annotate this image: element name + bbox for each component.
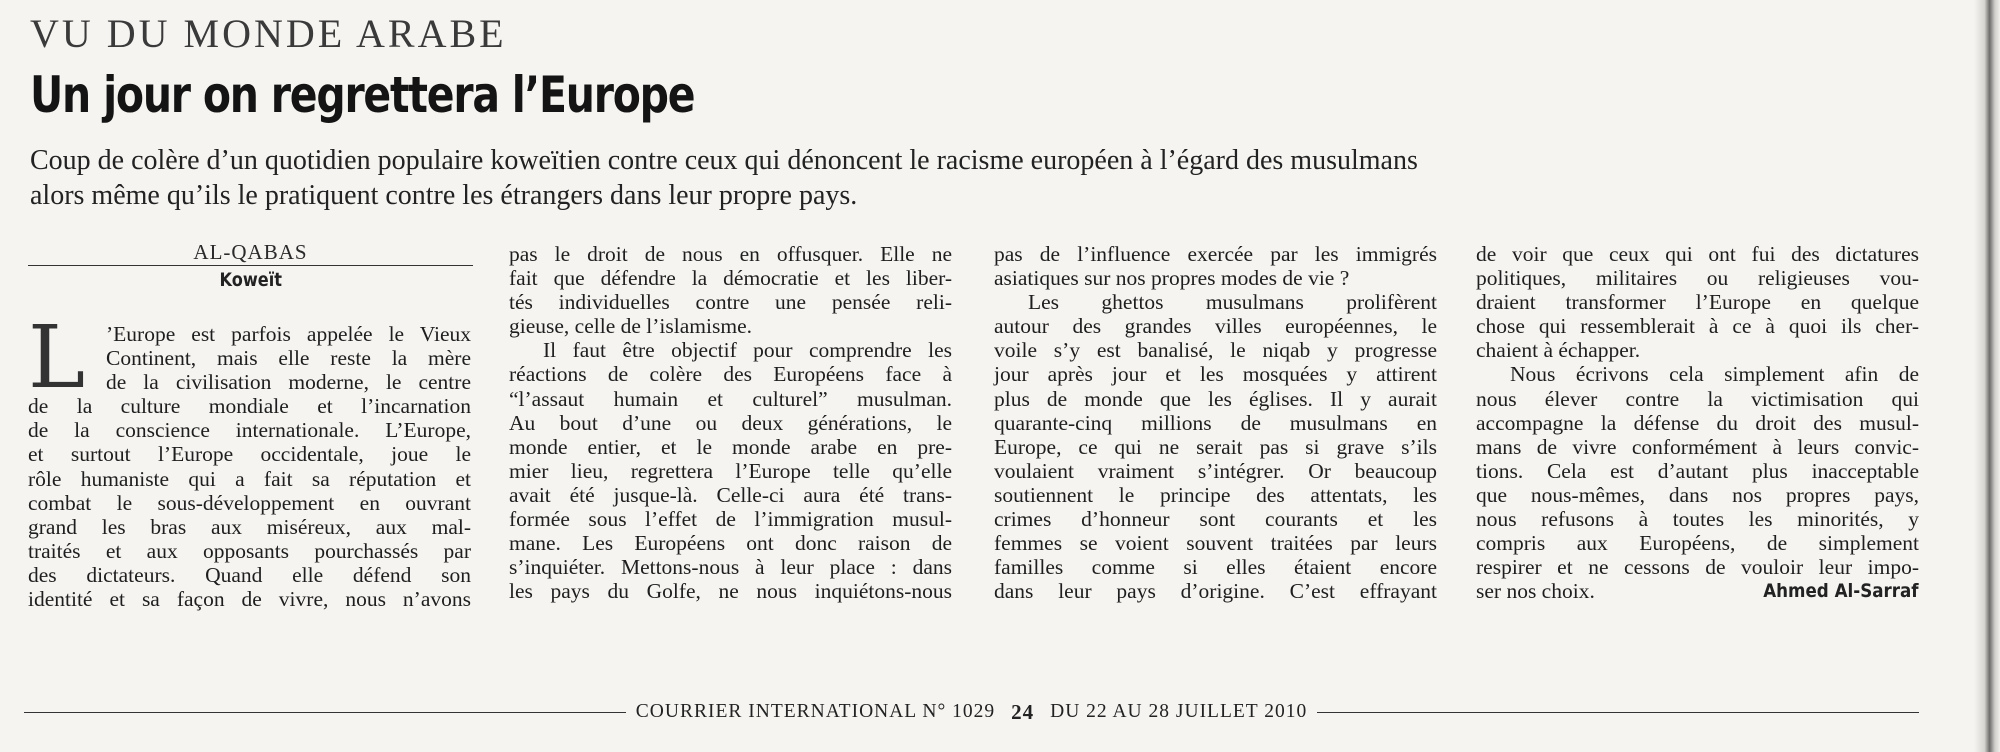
text-line: pas le droit de nous en offusquer. Elle ne [509, 242, 952, 266]
text-line: fait que défendre la démocratie et les liber- [509, 266, 952, 291]
text-line: draient transformer l’Europe en quelque [1476, 290, 1919, 315]
text-line: de voir que ceux qui ont fui des dictatures [1476, 242, 1919, 266]
text-line: Les ghettos musulmans prolifèrent [1028, 290, 1437, 315]
text-line: que nous-mêmes, dans nos propres pays, [1476, 482, 1919, 507]
page-footer [24, 699, 1919, 725]
author-signature: Ahmed Al-Sarraf [1763, 580, 1919, 603]
text-line: nous élever contre la victimisation qui [1476, 386, 1919, 411]
source-credit [28, 240, 473, 291]
article-column-3 [994, 242, 1437, 603]
text-line: traités et aux opposants pourchassés par [28, 538, 471, 563]
text-line: soutiennent le principe des attentats, les [994, 482, 1437, 507]
text-line: combat le sous-développement en ouvrant [28, 490, 471, 515]
text-line: Nous écrivons cela simplement afin de [1510, 362, 1919, 387]
article-column-1 [28, 322, 471, 611]
text-line: jour après jour et les mosquées y attirent [994, 362, 1437, 387]
text-line: rôle humaniste qui a fait sa réputation et [28, 466, 471, 491]
deck-line: alors même qu’ils le pratiquent contre les étrangers dans leur propre pays. [30, 180, 858, 211]
text-line: nous refusons à toutes les minorités, y [1476, 507, 1919, 532]
text-line: familles comme si elles étaient encore [994, 555, 1437, 580]
text-line: de la civilisation moderne, le centre [106, 370, 471, 395]
text-line: voulaient vraiment s’intégrer. Or beaucoup [994, 458, 1437, 483]
text-line: Continent, mais elle reste la mère [106, 346, 471, 371]
text-line: Au bout d’une ou deux générations, le [509, 410, 952, 435]
text-line: grand les bras aux miséreux, aux mal- [28, 514, 471, 539]
text-line: monde entier, et le monde arabe en pre- [509, 434, 952, 459]
source-divider [28, 265, 473, 266]
text-line: autour des grandes villes européennes, le [994, 314, 1437, 339]
text-line: des dictateurs. Quand elle défend son [28, 562, 471, 587]
text-line: ’Europe est parfois appelée le Vieux [106, 322, 471, 346]
text-line: compris aux Européens, de simplement [1476, 531, 1919, 556]
article-headline: Un jour on regrettera l’Europe [30, 66, 695, 124]
text-line: s’inquiéter. Mettons-nous à leur place : dans [509, 555, 952, 580]
drop-cap: L [28, 308, 86, 408]
text-line: politiques, militaires ou religieuses vou- [1476, 266, 1919, 291]
section-kicker: VU DU MONDE ARABE [30, 11, 507, 56]
text-line: chose qui ressemblerait à ce à quoi ils cher- [1476, 314, 1919, 339]
text-line: Europe, ce qui ne serait pas si grave s’ils [994, 434, 1437, 459]
text-line: réactions de colère des Européens face à [509, 362, 952, 387]
footer-rule-right [1317, 712, 1919, 713]
text-line: crimes d’honneur sont courants et les [994, 507, 1437, 532]
text-line: Il faut être objectif pour comprendre les [543, 338, 952, 363]
text-line: de la culture mondiale et l’incarnation [28, 394, 471, 419]
article-column-2 [509, 242, 952, 603]
text-line: tions. Cela est d’autant plus inacceptable [1476, 458, 1919, 483]
text-line: accompagne la défense du droit des musul- [1476, 410, 1919, 435]
text-line: les pays du Golfe, ne nous inquiétons-nous [509, 579, 952, 604]
text-line: pas de l’influence exercée par les immigrés [994, 242, 1437, 266]
text-line: ser nos choix. [1476, 579, 1595, 604]
page-number: 24 [1011, 699, 1035, 724]
footer-dates: DU 22 AU 28 JUILLET 2010 [1050, 701, 1308, 722]
text-line: dans leur pays d’origine. C’est effrayant [994, 579, 1437, 604]
text-line: femmes se voient souvent traitées par leurs [994, 531, 1437, 556]
text-line: quarante-cinq millions de musulmans en [994, 410, 1437, 435]
text-line: tés individuelles contre une pensée reli- [509, 290, 952, 315]
text-line: voile s’y est banalisé, le niqab y progresse [994, 338, 1437, 363]
article-deck [30, 143, 1930, 213]
text-line: de la conscience internationale. L’Europe, [28, 418, 471, 443]
text-line: mane. Les Européens ont donc raison de [509, 531, 952, 556]
article-column-4 [1476, 242, 1919, 603]
text-line: gieuse, celle de l’islamisme. [509, 314, 752, 339]
source-name: AL-QABAS [193, 240, 308, 264]
text-line: respirer et ne cessons de vouloir leur impo- [1476, 555, 1919, 580]
text-line: mans de vivre conformément à leurs convic- [1476, 434, 1919, 459]
closing-line [1476, 579, 1919, 603]
text-line: plus de monde que les églises. Il y aurait [994, 386, 1437, 411]
text-line: chaient à échapper. [1476, 338, 1641, 363]
scan-binding-shadow [1974, 0, 2000, 752]
text-line: mier lieu, regrettera l’Europe telle qu’elle [509, 458, 952, 483]
footer-publication: COURRIER INTERNATIONAL N° 1029 [635, 701, 996, 722]
text-line: formée sous l’effet de l’immigration musul- [509, 507, 952, 532]
source-country: Koweït [219, 269, 282, 291]
text-line: avait été jusque-là. Celle-ci aura été trans- [509, 482, 952, 507]
text-line: asiatiques sur nos propres modes de vie ? [994, 266, 1350, 291]
deck-line: Coup de colère d’un quotidien populaire koweïtien contre ceux qui dénoncent le racisme européen à l’égard des musulmans [30, 145, 1418, 176]
text-line: identité et sa façon de vivre, nous n’avons [28, 587, 471, 612]
text-line: “l’assaut humain et culturel” musulman. [509, 386, 952, 411]
text-line: et surtout l’Europe occidentale, joue le [28, 442, 471, 467]
footer-rule-left [24, 712, 626, 713]
